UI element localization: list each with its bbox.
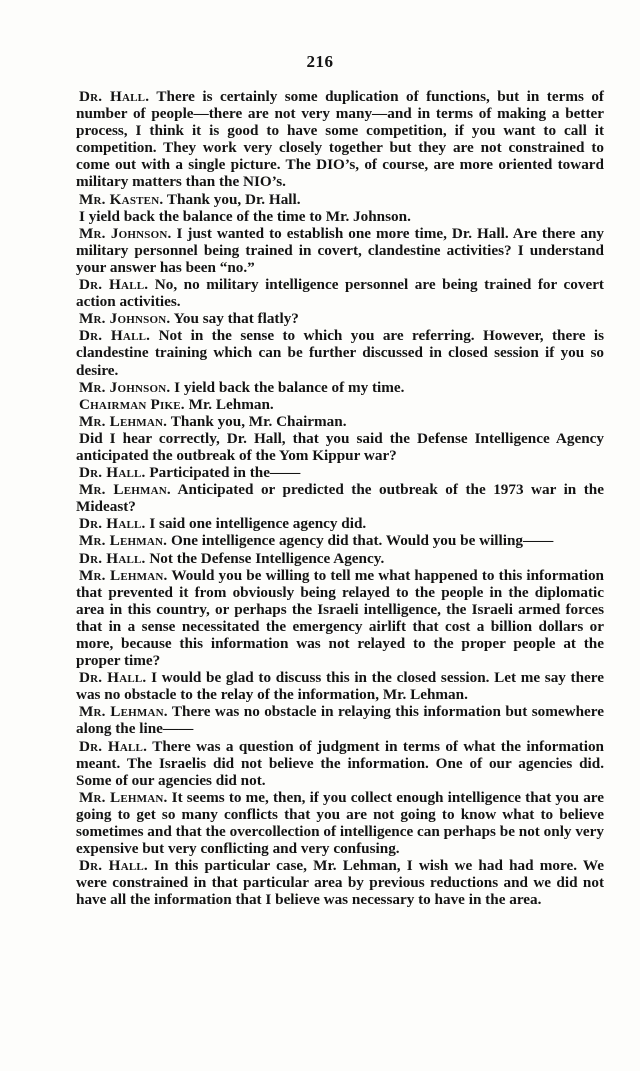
paragraph-text: There was a question of judgment in terms of what the information meant. The Israelis did not believe the information. One of our agencies did. Some of our agencies did not. (76, 737, 604, 789)
paragraph-text: Thank you, Dr. Hall. (166, 190, 301, 208)
speaker-name: Chairman Pike. (79, 395, 185, 413)
speaker-name: Mr. Lehman. (79, 788, 168, 806)
transcript-paragraph (76, 208, 604, 225)
paragraph-text: It seems to me, then, if you collect enough intelligence that you are going to get so many conflicts that you are not going to know what to believe sometimes and that the overcollection of intelligence can perhaps be not only very expensive but very conflicting and very confusing. (76, 788, 604, 858)
speaker-name: Dr. Hall. (79, 549, 146, 567)
transcript-body (76, 88, 604, 909)
speaker-name: Mr. Kasten. (79, 190, 164, 208)
speaker-name: Mr. Lehman. (79, 566, 168, 584)
paragraph-text: No, no military intelligence personnel are being trained for covert action activities. (76, 276, 604, 311)
transcript-paragraph (76, 88, 604, 191)
transcript-paragraph (76, 532, 604, 549)
paragraph-text: You say that flatly? (173, 310, 299, 328)
transcript-paragraph (76, 550, 604, 567)
transcript-paragraph (76, 327, 604, 378)
speaker-name: Dr. Hall. (79, 737, 148, 755)
transcript-paragraph (76, 191, 604, 208)
speaker-name: Dr. Hall. (79, 464, 146, 482)
speaker-name: Mr. Johnson. (79, 378, 171, 396)
transcript-paragraph (76, 413, 604, 430)
page-number: 216 (306, 52, 334, 71)
transcript-paragraph (76, 703, 604, 737)
transcript-paragraph (76, 789, 604, 857)
transcript-paragraph (76, 669, 604, 703)
paragraph-text: I yield back the balance of my time. (174, 378, 405, 396)
paragraph-text: There was no obstacle in relaying this information but somewhere along the line—— (76, 703, 604, 738)
paragraph-text: In this particular case, Mr. Lehman, I wish we had had more. We were constrained in that particular area by previous reductions and we did not have all the information that I believe was necessary to have in the area. (76, 857, 604, 909)
transcript-paragraph (76, 225, 604, 276)
speaker-name: Mr. Johnson. (79, 224, 172, 242)
transcript-paragraph (76, 430, 604, 464)
paragraph-text: Mr. Lehman. (188, 395, 274, 413)
speaker-name: Dr. Hall. (79, 327, 151, 345)
paragraph-text: I said one intelligence agency did. (149, 515, 367, 533)
speaker-name: Dr. Hall. (79, 669, 147, 687)
paragraph-text: I just wanted to establish one more time, Dr. Hall. Are there any military personnel being trained in covert, clandestine activities? I understand your answer has been “no.” (76, 224, 604, 276)
transcript-paragraph (76, 464, 604, 481)
speaker-name: Dr. Hall. (79, 515, 146, 533)
speaker-name: Mr. Lehman. (79, 703, 168, 721)
paragraph-text: Would you be willing to tell me what happened to this information that prevented it from obviously being relayed to the people in the diplomatic area in this country, or perhaps the Israeli intelligence, the Israeli armed forces that in a sense necessitated the emergency airlift that cost a billion dollars or more, because this information was not relayed to the proper people at the proper time? (76, 566, 605, 670)
transcript-paragraph (76, 567, 604, 670)
speaker-name: Dr. Hall. (79, 857, 148, 875)
speaker-name: Dr. Hall. (79, 88, 150, 105)
speaker-name: Mr. Lehman. (79, 481, 171, 499)
speaker-name: Dr. Hall. (79, 276, 149, 294)
paragraph-text: Anticipated or predicted the outbreak of the 1973 war in the Mideast? (76, 481, 604, 516)
paragraph-text: Did I hear correctly, Dr. Hall, that you said the Defense Intelligence Agency anticipated the outbreak of the Yom Kippur war? (76, 429, 604, 464)
transcript-paragraph (76, 379, 604, 396)
transcript-paragraph (76, 857, 604, 908)
transcript-paragraph (76, 276, 604, 310)
transcript-paragraph (76, 396, 604, 413)
transcript-paragraph (76, 515, 604, 532)
paragraph-text: One intelligence agency did that. Would you be willing—— (170, 532, 554, 550)
paragraph-text: Not the Defense Intelligence Agency. (149, 549, 385, 567)
transcript-paragraph (76, 481, 604, 515)
paragraph-text: There is certainly some duplication of functions, but in terms of number of people—there are not very many—and in terms of making a better process, I think it is good to have some competition, if you want to call it competition. They work very closely together but they are not constrained to come out with a single picture. The DIO’s, of course, are more oriented toward military matters than the NIO’s. (76, 88, 604, 191)
transcript-paragraph (76, 310, 604, 327)
speaker-name: Mr. Lehman. (79, 532, 168, 550)
paragraph-text: Participated in the—— (149, 464, 301, 482)
speaker-name: Mr. Johnson. (79, 310, 171, 328)
speaker-name: Mr. Lehman. (79, 412, 168, 430)
transcript-paragraph (76, 738, 604, 789)
paragraph-text: I yield back the balance of the time to Mr. Johnson. (79, 207, 411, 225)
paragraph-text: I would be glad to discuss this in the closed session. Let me say there was no obstacle to the relay of the information, Mr. Lehman. (76, 669, 605, 704)
paragraph-text: Thank you, Mr. Chairman. (170, 412, 347, 430)
paragraph-text: Not in the sense to which you are referring. However, there is clandestine training which can be further discussed in closed session if you so desire. (76, 327, 604, 379)
